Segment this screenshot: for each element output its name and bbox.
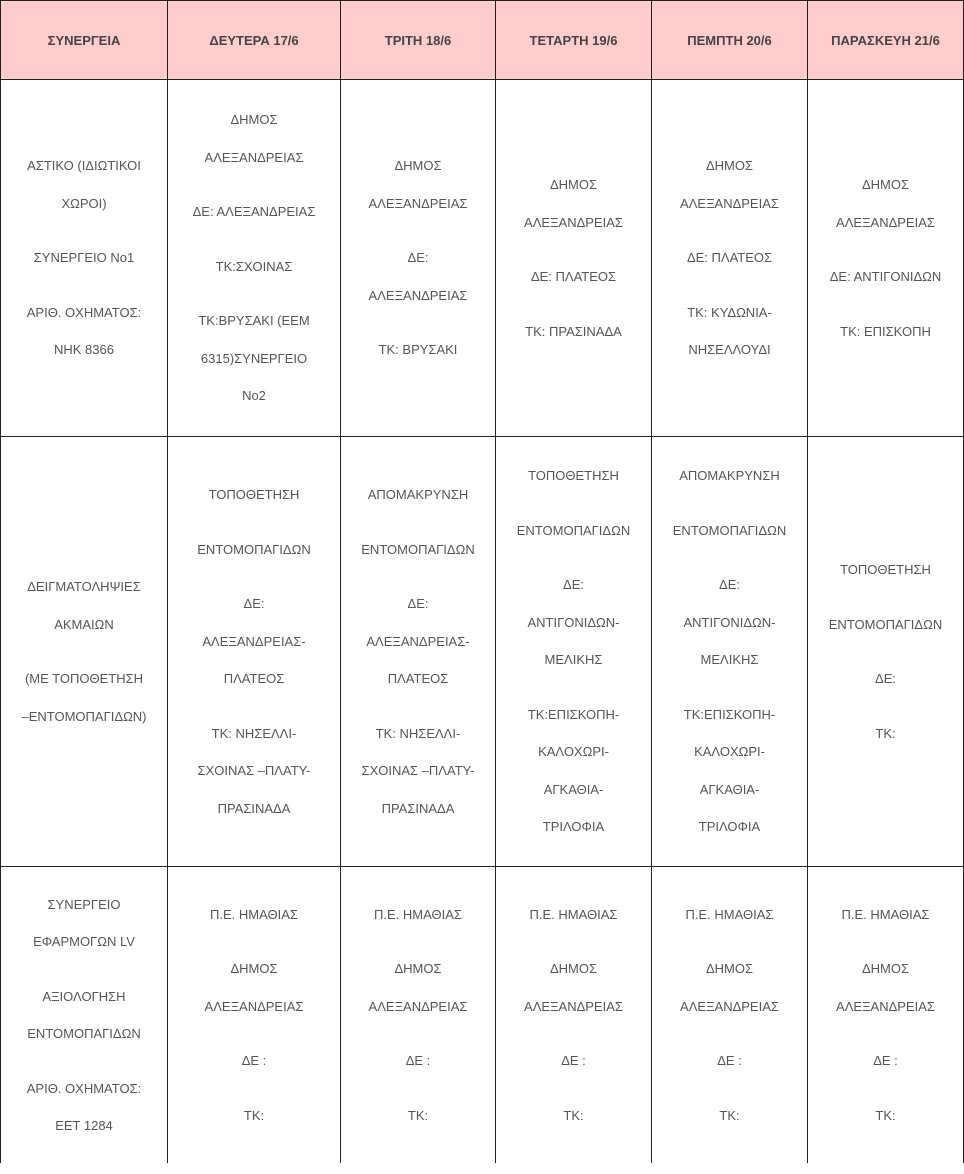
cell-text-line: ΧΩΡΟΙ)	[61, 195, 107, 211]
cell-thursday	[652, 80, 808, 437]
cell-text-line: ΕΝΤΟΜΟΠΑΓΙΔΩΝ	[197, 541, 311, 557]
cell-text-line: ΔΕ:	[407, 250, 429, 266]
cell-text-line: ΕΝΤΟΜΟΠΑΓΙΔΩΝ	[516, 522, 631, 538]
cell-text-line: ΔΕ:	[243, 596, 265, 611]
cell-text-line: ΔΕ :	[873, 1053, 898, 1069]
paragraph-gap	[7, 1053, 161, 1070]
cell-tuesday	[341, 80, 496, 437]
cell-text-line: ΑΛΕΞΑΝΔΡΕΙΑΣ	[836, 214, 935, 230]
header-crews: ΣΥΝΕΡΓΕΙΑ	[1, 1, 168, 80]
cell-text-line: ΔΕ :	[405, 1053, 431, 1069]
cell-text-line: ΠΛΑΤΕΟΣ	[223, 671, 285, 686]
cell-text-line: ΔΕ :	[717, 1053, 742, 1069]
cell-text-line: ΔΗΜΟΣ	[549, 961, 598, 977]
cell-text-line: ΔΕ:	[875, 671, 896, 686]
paragraph-gap	[347, 514, 489, 531]
cell-text-line: ΤΟΠΟΘΕΤΗΣΗ	[208, 487, 300, 502]
cell-wednesday	[496, 437, 652, 867]
cell-tuesday	[341, 437, 496, 867]
paragraph-gap	[174, 698, 334, 715]
cell-text-line: ΤΚ:ΣΧΟΙΝΑΣ	[215, 258, 293, 274]
cell-text-line: ΤΚ:	[407, 1107, 429, 1123]
schedule-header	[1, 1, 964, 80]
paragraph-gap	[347, 314, 489, 331]
paragraph-gap	[814, 296, 957, 313]
schedule-body	[1, 80, 964, 1164]
cell-text-line: ΑΡΙΘ. ΟΧΗΜΑΤΟΣ:	[26, 304, 142, 320]
cell-text-line: ΔΗΜΟΣ	[230, 112, 278, 128]
cell-crew	[1, 80, 168, 437]
cell-text-line: ΑΝΤΙΓΟΝΙΔΩΝ-	[527, 614, 620, 630]
cell-text-line: ΤΟΠΟΘΕΤΗΣΗ	[840, 562, 931, 577]
paragraph-gap	[814, 241, 957, 258]
paragraph-gap	[814, 1080, 957, 1097]
cell-text-line: ΑΝΤΙΓΟΝΙΔΩΝ-	[683, 614, 776, 630]
paragraph-gap	[502, 933, 645, 950]
paragraph-gap	[347, 222, 489, 239]
paragraph-gap	[502, 241, 645, 258]
cell-text-line: Π.Ε. ΗΜΑΘΙΑΣ	[529, 906, 618, 922]
paragraph-gap	[174, 514, 334, 531]
paragraph-gap	[502, 1025, 645, 1042]
table-row	[1, 867, 964, 1164]
cell-text-line: ΔΕ: ΑΛΕΞΑΝΔΡΕΙΑΣ	[192, 204, 316, 220]
cell-text-line: Π.Ε. ΗΜΑΘΙΑΣ	[210, 906, 298, 922]
cell-friday	[808, 80, 964, 437]
header-thursday: ΠΕΜΠΤΗ 20/6	[652, 1, 808, 80]
paragraph-gap	[814, 1025, 957, 1042]
paragraph-gap	[658, 549, 801, 566]
cell-text-line: –ΕΝΤΟΜΟΠΑΓΙΔΩΝ)	[21, 708, 147, 724]
cell-text-line: ΑΛΕΞΑΝΔΡΕΙΑΣ	[368, 287, 468, 303]
cell-text-line: ΝΗΚ 8366	[54, 342, 114, 358]
cell-friday	[808, 867, 964, 1164]
paragraph-gap	[502, 679, 645, 696]
cell-text-line: ΑΣΤΙΚΟ (ΙΔΙΩΤΙΚΟΙ	[27, 158, 141, 174]
paragraph-gap	[814, 698, 957, 715]
cell-text-line: ΑΛΕΞΑΝΔΡΕΙΑΣ	[204, 149, 304, 165]
cell-text-line: ΝΗΣΕΛΛΟΥΔΙ	[688, 342, 771, 358]
cell-text-line: ΕΝΤΟΜΟΠΑΓΙΔΩΝ	[27, 1026, 141, 1041]
cell-text-line: ΑΛΕΞΑΝΔΡΕΙΑΣ-	[202, 633, 306, 649]
cell-text-line: Π.Ε. ΗΜΑΘΙΑΣ	[841, 906, 930, 922]
paragraph-gap	[7, 961, 161, 978]
cell-text-line: (ΜΕ ΤΟΠΟΘΕΤΗΣΗ	[24, 671, 144, 686]
cell-monday	[168, 867, 341, 1164]
cell-text-line: ΠΡΑΣΙΝΑΔΑ	[381, 800, 455, 816]
cell-text-line: ΠΡΑΣΙΝΑΔΑ	[217, 800, 291, 816]
cell-text-line: ΔΗΜΟΣ	[394, 961, 442, 977]
paragraph-gap	[347, 1025, 489, 1042]
cell-tuesday	[341, 867, 496, 1164]
cell-text-line: Νο2	[242, 388, 266, 404]
cell-text-line: ΕΝΤΟΜΟΠΑΓΙΔΩΝ	[361, 541, 475, 557]
cell-text-line: ΑΛΕΞΑΝΔΡΕΙΑΣ	[680, 195, 779, 211]
cell-monday	[168, 437, 341, 867]
paragraph-gap	[7, 643, 161, 660]
cell-text-line: ΤΚ: ΝΗΣΕΛΛΙ-	[211, 725, 297, 741]
cell-thursday	[652, 437, 808, 867]
cell-text-line: ΤΚ:	[563, 1107, 584, 1123]
paragraph-gap	[347, 1080, 489, 1097]
cell-text-line: ΔΕ:	[719, 577, 740, 593]
cell-text-line: ΕΝΤΟΜΟΠΑΓΙΔΩΝ	[828, 616, 943, 632]
cell-text-line: ΔΗΜΟΣ	[861, 961, 910, 977]
cell-text-line: ΔΗΜΟΣ	[394, 158, 442, 174]
cell-thursday	[652, 867, 808, 1164]
cell-text-line: ΚΑΛΟΧΩΡΙ-	[538, 744, 609, 760]
cell-text-line: ΔΗΜΟΣ	[705, 158, 754, 174]
cell-text-line: ΤΚ:	[243, 1107, 265, 1123]
cell-text-line: ΣΥΝΕΡΓΕΙΟ	[47, 896, 121, 912]
cell-text-line: ΔΗΜΟΣ	[230, 961, 278, 977]
cell-text-line: ΠΛΑΤΕΟΣ	[387, 671, 449, 686]
cell-crew	[1, 437, 168, 867]
cell-text-line: ΔΕ :	[241, 1053, 267, 1069]
paragraph-gap	[174, 176, 334, 193]
paragraph-gap	[658, 679, 801, 696]
cell-text-line: ΔΗΜΟΣ	[705, 961, 754, 977]
cell-text-line: ΑΠΟΜΑΚΡΥΝΣΗ	[679, 468, 780, 484]
cell-text-line: ΕΕΤ 1284	[55, 1118, 113, 1133]
cell-text-line: ΤΚ:ΒΡΥΣΑΚΙ (ΕΕΜ	[198, 313, 310, 329]
cell-text-line: ΕΦΑΡΜΟΓΩΝ LV	[33, 934, 135, 949]
cell-text-line: ΤΚ:	[719, 1107, 740, 1123]
cell-text-line: ΤΡΙΛΟΦΙΑ	[698, 819, 761, 835]
cell-text-line: ΑΛΕΞΑΝΔΡΕΙΑΣ	[680, 998, 779, 1014]
paragraph-gap	[174, 1025, 334, 1042]
cell-text-line: ΔΕ: ΠΛΑΤΕΟΣ	[686, 250, 773, 266]
cell-text-line: ΑΛΕΞΑΝΔΡΕΙΑΣ	[368, 195, 468, 211]
paragraph-gap	[7, 277, 161, 294]
paragraph-gap	[174, 568, 334, 585]
cell-text-line: 6315)ΣΥΝΕΡΓΕΙΟ	[200, 350, 308, 366]
paragraph-gap	[347, 568, 489, 585]
cell-text-line: ΤΚ: ΚΥΔΩΝΙΑ-	[687, 304, 772, 320]
cell-friday	[808, 437, 964, 867]
paragraph-gap	[658, 495, 801, 512]
cell-text-line: ΑΛΕΞΑΝΔΡΕΙΑΣ-	[366, 633, 470, 649]
header-friday: ΠΑΡΑΣΚΕΥΗ 21/6	[808, 1, 964, 80]
paragraph-gap	[174, 231, 334, 248]
cell-text-line: ΤΡΙΛΟΦΙΑ	[542, 819, 605, 835]
cell-text-line: ΤΚ:	[875, 725, 896, 741]
cell-crew	[1, 867, 168, 1164]
cell-text-line: ΔΕΙΓΜΑΤΟΛΗΨΙΕΣ	[27, 579, 141, 594]
cell-text-line: ΤΚ: ΠΡΑΣΙΝΑΔΑ	[525, 323, 622, 339]
paragraph-gap	[347, 698, 489, 715]
paragraph-gap	[658, 277, 801, 294]
paragraph-gap	[814, 643, 957, 660]
cell-text-line: ΔΕ:	[563, 577, 584, 593]
cell-text-line: ΤΚ: ΕΠΙΣΚΟΠΗ	[840, 323, 931, 339]
cell-text-line: ΑΛΕΞΑΝΔΡΕΙΑΣ	[204, 998, 304, 1014]
cell-text-line: ΑΛΕΞΑΝΔΡΕΙΑΣ	[524, 998, 623, 1014]
paragraph-gap	[502, 495, 645, 512]
cell-text-line: ΣΧΟΙΝΑΣ –ΠΛΑΤΥ-	[197, 763, 311, 778]
cell-text-line: ΔΕ :	[561, 1053, 586, 1069]
cell-text-line: ΣΧΟΙΝΑΣ –ΠΛΑΤΥ-	[361, 763, 475, 778]
paragraph-gap	[658, 222, 801, 239]
cell-text-line: ΔΕ:	[407, 596, 429, 611]
paragraph-gap	[502, 296, 645, 313]
cell-text-line: ΜΕΛΙΚΗΣ	[544, 652, 603, 668]
cell-text-line: ΑΚΜΑΙΩΝ	[54, 616, 114, 632]
cell-text-line: ΔΕ: ΠΛΑΤΕΟΣ	[530, 269, 617, 284]
table-row	[1, 80, 964, 437]
paragraph-gap	[502, 549, 645, 566]
cell-text-line: ΔΗΜΟΣ	[861, 177, 910, 192]
table-row	[1, 437, 964, 867]
header-row	[1, 1, 964, 80]
cell-text-line: ΑΛΕΞΑΝΔΡΕΙΑΣ	[836, 998, 935, 1014]
cell-text-line: ΜΕΛΙΚΗΣ	[700, 652, 759, 668]
header-tuesday: ΤΡΙΤΗ 18/6	[341, 1, 496, 80]
paragraph-gap	[347, 933, 489, 950]
paragraph-gap	[658, 933, 801, 950]
cell-text-line: ΑΞΙΟΛΟΓΗΣΗ	[42, 988, 126, 1004]
paragraph-gap	[7, 222, 161, 239]
cell-text-line: ΔΗΜΟΣ	[549, 177, 598, 192]
cell-text-line: Π.Ε. ΗΜΑΘΙΑΣ	[685, 906, 774, 922]
header-wednesday: ΤΕΤΑΡΤΗ 19/6	[496, 1, 652, 80]
cell-text-line: ΑΓΚΑΘΙΑ-	[699, 781, 760, 797]
paragraph-gap	[658, 1080, 801, 1097]
paragraph-gap	[174, 933, 334, 950]
paragraph-gap	[814, 933, 957, 950]
cell-text-line: ΤΚ: ΝΗΣΕΛΛΙ-	[375, 725, 461, 741]
cell-wednesday	[496, 80, 652, 437]
paragraph-gap	[174, 285, 334, 302]
cell-text-line: ΑΛΕΞΑΝΔΡΕΙΑΣ	[368, 998, 468, 1014]
cell-text-line: ΚΑΛΟΧΩΡΙ-	[694, 744, 765, 760]
cell-text-line: Π.Ε. ΗΜΑΘΙΑΣ	[374, 906, 462, 922]
cell-text-line: ΤΟΠΟΘΕΤΗΣΗ	[528, 468, 619, 484]
cell-text-line: ΑΓΚΑΘΙΑ-	[543, 781, 604, 797]
cell-monday	[168, 80, 341, 437]
cell-text-line: ΤΚ:ΕΠΙΣΚΟΠΗ-	[527, 706, 620, 722]
paragraph-gap	[814, 589, 957, 606]
cell-text-line: ΔΕ: ΑΝΤΙΓΟΝΙΔΩΝ	[829, 269, 942, 284]
cell-wednesday	[496, 867, 652, 1164]
cell-text-line: ΣΥΝΕΡΓΕΙΟ Νο1	[33, 250, 135, 266]
cell-text-line: ΕΝΤΟΜΟΠΑΓΙΔΩΝ	[672, 522, 787, 538]
cell-text-line: ΑΠΟΜΑΚΡΥΝΣΗ	[367, 487, 469, 502]
cell-text-line: ΑΛΕΞΑΝΔΡΕΙΑΣ	[524, 214, 623, 230]
cell-text-line: ΑΡΙΘ. ΟΧΗΜΑΤΟΣ:	[26, 1080, 142, 1096]
paragraph-gap	[502, 1080, 645, 1097]
paragraph-gap	[174, 1080, 334, 1097]
header-monday: ΔΕΥΤΕΡΑ 17/6	[168, 1, 341, 80]
cell-text-line: ΤΚ: ΒΡΥΣΑΚΙ	[378, 342, 458, 358]
cell-text-line: ΤΚ:ΕΠΙΣΚΟΠΗ-	[683, 706, 776, 722]
cell-text-line: ΤΚ:	[875, 1107, 896, 1123]
paragraph-gap	[658, 1025, 801, 1042]
